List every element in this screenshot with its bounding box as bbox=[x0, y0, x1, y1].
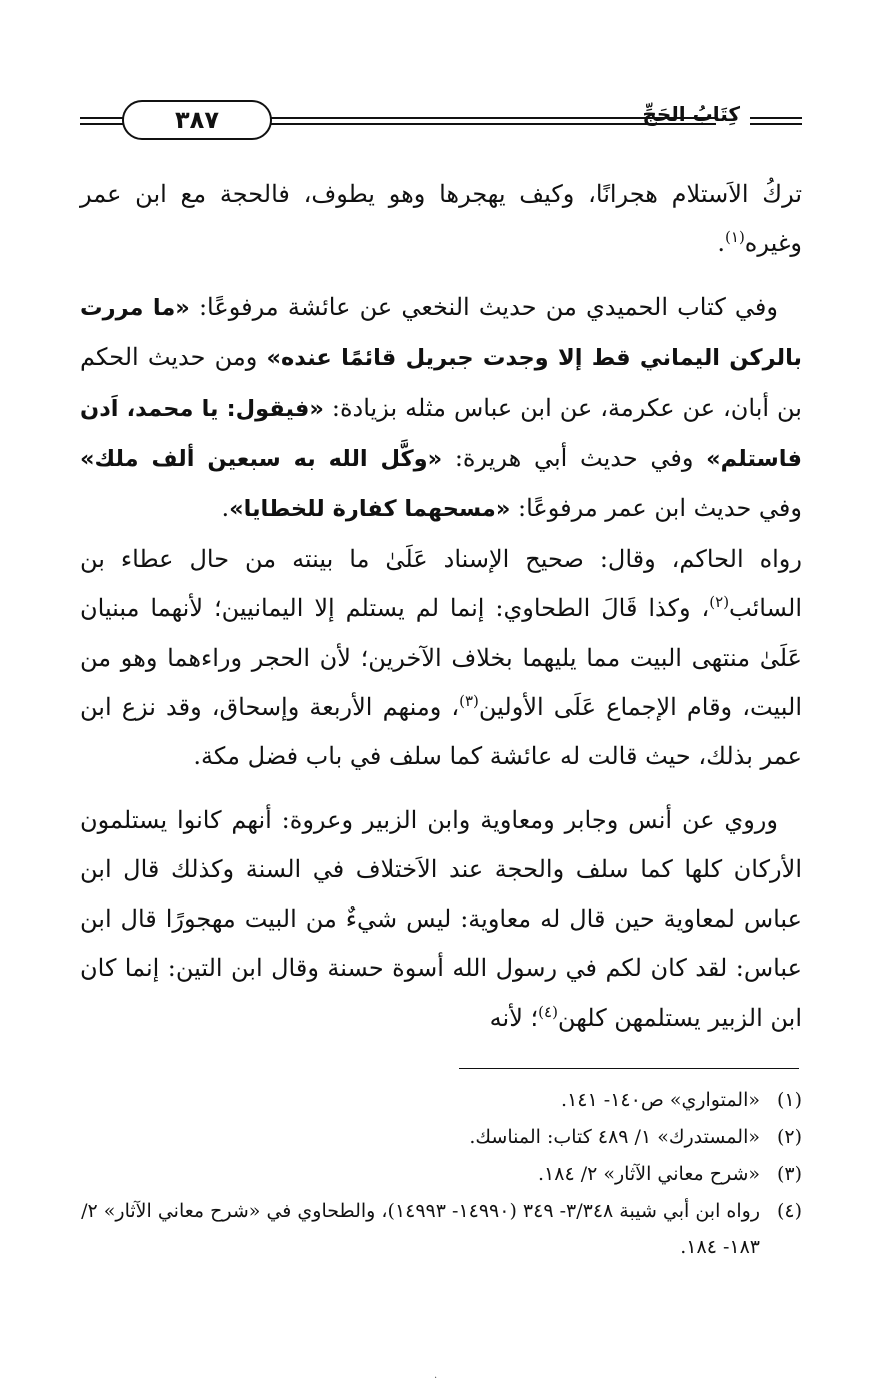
footnote-number: (٣) bbox=[776, 1163, 802, 1185]
main-text bbox=[80, 170, 802, 1057]
hadith-quote-1: «ما مررت بالركن اليماني قط إلا وجدت جبريل قائمًا عنده» bbox=[80, 294, 802, 372]
page-number-badge bbox=[122, 100, 272, 140]
footnote-text: «المتواري» ص١٤٠- ١٤١. bbox=[561, 1089, 760, 1111]
book-title: كِتَابُ الحَجِّ bbox=[642, 102, 740, 126]
footnote-ref-1: (١) bbox=[725, 228, 745, 247]
footnote-number: (٢) bbox=[776, 1126, 802, 1148]
footnote-text: «المستدرك» ١/ ٤٨٩ كتاب: المناسك. bbox=[469, 1126, 760, 1148]
paragraph-2: وفي كتاب الحميدي من حديث النخعي عن عائشة مرفوعًا: «ما مررت بالركن اليماني قط إلا وجدت جبريل قائمًا عنده» ومن حديث الحكم بن أبان، عن عكرمة، عن ابن عباس مثله بزيادة: «فيقول: يا محمد، اَدن فاستلم» وفي حديث أبي هريرة: «وكَّل الله به سبعين ألف ملك» وفي حديث ابن عمر مرفوعًا: «مسحهما كفارة للخطايا». رواه الحاكم، وقال: صحيح الإسناد عَلَىٰ ما بينته من حال عطاء بن السائب$^{(٢)}$، وكذا قَالَ الطحاوي: إنما لم يستلم إلا اليمانيين؛ لأنهما مبنيان عَلَىٰ منتهى البيت مما يليهما بخلاف الآخرين؛ لأن الحجر وراءهما وهو من البيت، وقام الإجماع عَلَى الأولين$^{(٣)}$، ومنهم الأربعة وإسحاق، وقد نزع ابن عمر بذلك، حيث قالت له عائشة كما سلف في باب فضل مكة. bbox=[80, 292, 803, 771]
footnote-4 bbox=[80, 1193, 802, 1265]
hadith-quote-4: «مسحهما كفارة للخطايا» bbox=[229, 496, 511, 523]
page-number: ٣٨٧ bbox=[175, 106, 219, 134]
footnote-ref-2: (٢) bbox=[709, 593, 730, 612]
footnote-3 bbox=[80, 1156, 802, 1192]
footnote-2 bbox=[80, 1119, 802, 1155]
footnote-1 bbox=[80, 1082, 802, 1118]
hadith-quote-2: «فيقول: يا محمد، اَدن فاستلم» bbox=[80, 395, 802, 473]
page-header bbox=[80, 98, 802, 142]
header-rule-left-bottom bbox=[80, 123, 126, 125]
footnote-separator bbox=[459, 1068, 799, 1069]
footnotes bbox=[80, 1082, 802, 1266]
footnote-text: «شرح معاني الآثار» ٢/ ١٨٤. bbox=[537, 1163, 760, 1185]
header-rule-right-bottom bbox=[750, 123, 802, 125]
footnote-number: (٤) bbox=[776, 1200, 802, 1222]
footnote-number: (١) bbox=[776, 1089, 802, 1111]
footnote-text: رواه ابن أبي شيبة ٣/٣٤٨- ٣٤٩ (١٤٩٩٠- ١٤٩٩٣)، والطحاوي في «شرح معاني الآثار» ٢/ ١٨٣- ١٨٤. bbox=[81, 1200, 760, 1258]
header-rule-left-top bbox=[80, 117, 126, 119]
header-rule-right-top bbox=[750, 117, 802, 119]
paragraph-1: تركُ الاَستلام هجرانًا، وكيف يهجرها وهو يطوف، فالحجة مع ابن عمر وغيره$^{(١)}$. bbox=[80, 180, 802, 258]
footnote-ref-4: (٤) bbox=[538, 1002, 558, 1021]
hadith-quote-3: «وكَّل الله به سبعين ألف ملك» bbox=[80, 446, 443, 473]
footnote-ref-3: (٣) bbox=[459, 692, 479, 711]
paragraph-3: وروي عن أنس وجابر ومعاوية وابن الزبير وعروة: أنهم كانوا يستلمون الأركان كلها كما سلف والحجة عند الاَختلاف في السنة وكذلك قال ابن عباس لمعاوية حين قال له معاوية: ليس شيءٌ من البيت مهجورًا قال ابن عباس: لقد كان لكم في رسول الله أسوة حسنة وقال ابن التين: إنما كان ابن الزبير يستلمهن كلهن$^{(٤)}$؛ لأنه bbox=[80, 805, 802, 1032]
footer-mark: . bbox=[434, 1370, 438, 1381]
